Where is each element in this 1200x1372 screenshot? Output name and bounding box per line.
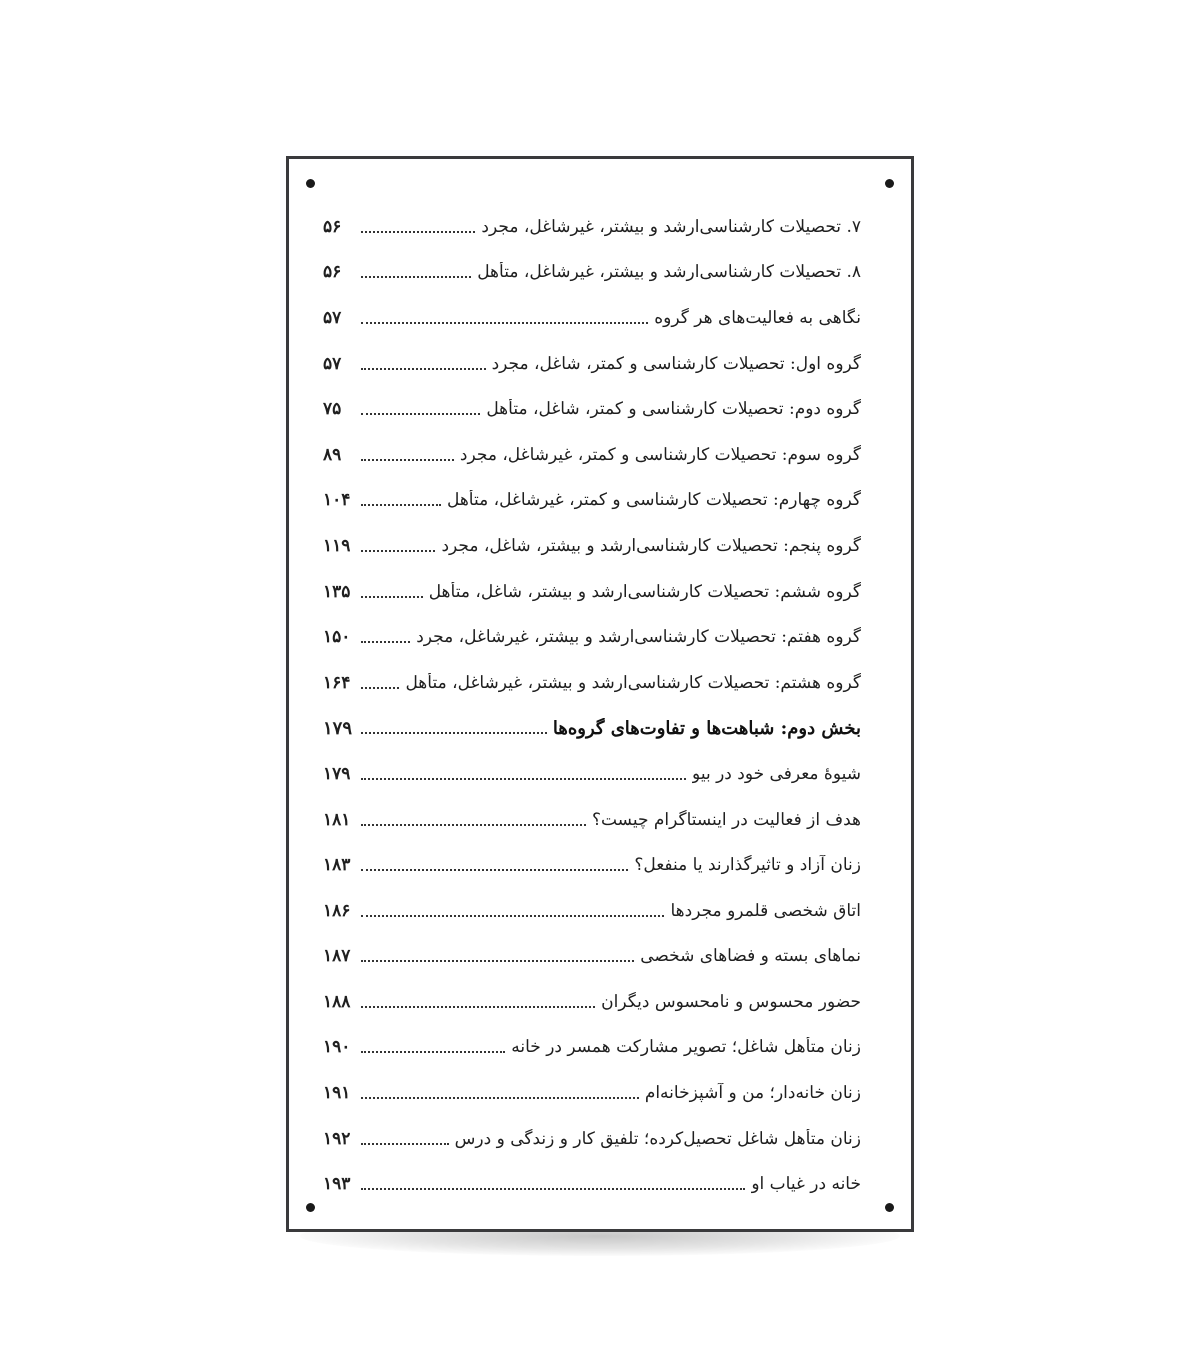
dot-leader	[361, 687, 399, 689]
toc-entry-page-number: ۱۹۲	[323, 1128, 351, 1149]
toc-entry-page-number: ۵۷	[323, 307, 342, 328]
toc-entry-page-number: ۱۶۴	[323, 672, 351, 693]
toc-entry	[323, 204, 861, 250]
toc-entry	[323, 295, 861, 341]
dot-leader	[361, 1051, 505, 1053]
toc-section-heading	[323, 706, 861, 752]
toc-entry-title: گروه چهارم: تحصیلات کارشناسی و کمتر، غیرشاغل، متأهل	[446, 490, 861, 511]
toc-entry-page-number: ۱۸۶	[323, 900, 351, 921]
table-of-contents	[323, 204, 861, 1207]
toc-entry-page-number: ۱۸۸	[323, 991, 351, 1012]
dot-leader	[361, 550, 435, 552]
corner-dot-bottom-left	[306, 1203, 315, 1212]
toc-entry	[323, 614, 861, 660]
toc-entry-page-number: ۵۷	[323, 353, 342, 374]
toc-entry-title: شیوۀ معرفی خود در بیو	[692, 763, 861, 784]
toc-entry-page-number: ۱۰۴	[323, 490, 351, 511]
dot-leader	[361, 1006, 595, 1008]
toc-entry-title: خانه در غیاب او	[751, 1174, 861, 1195]
toc-entry-page-number: ۵۶	[323, 216, 342, 237]
toc-entry-title: گروه پنجم: تحصیلات کارشناسی‌ارشد و بیشتر، شاغل، مجرد	[441, 535, 861, 556]
dot-leader	[361, 641, 410, 643]
toc-entry-title: گروه اول: تحصیلات کارشناسی و کمتر، شاغل، مجرد	[491, 353, 861, 374]
dot-leader	[361, 276, 471, 278]
toc-entry	[323, 341, 861, 387]
toc-entry-title: گروه هفتم: تحصیلات کارشناسی‌ارشد و بیشتر، غیرشاغل، مجرد	[416, 627, 861, 648]
toc-entry-title: گروه سوم: تحصیلات کارشناسی و کمتر، غیرشاغل، مجرد	[459, 444, 861, 465]
toc-entry-title: زنان متأهل شاغل تحصیل‌کرده؛ تلفیق کار و زندگی و درس	[454, 1128, 861, 1149]
dot-leader	[361, 459, 454, 461]
toc-entry-title: نماهای بسته و فضاهای شخصی	[640, 946, 861, 967]
toc-entry-page-number: ۸۹	[323, 444, 342, 465]
toc-entry-page-number: ۷۵	[323, 399, 342, 420]
toc-entry	[323, 751, 861, 797]
dot-leader	[361, 1188, 745, 1190]
toc-entry	[323, 523, 861, 569]
dot-leader	[361, 231, 475, 233]
dot-leader	[361, 869, 628, 871]
toc-entry-page-number: ۱۹۰	[323, 1037, 351, 1058]
dot-leader	[361, 915, 664, 917]
toc-entry-page-number: ۱۱۹	[323, 535, 351, 556]
toc-entry-page-number: ۱۳۵	[323, 581, 351, 602]
corner-dot-bottom-right	[885, 1203, 894, 1212]
toc-page	[286, 156, 914, 1232]
dot-leader	[361, 960, 634, 962]
toc-entry	[323, 797, 861, 843]
corner-dot-top-left	[306, 179, 315, 188]
toc-entry	[323, 432, 861, 478]
toc-entry	[323, 1116, 861, 1162]
toc-entry-title: زنان خانه‌دار؛ من و آشپزخانه‌ام	[644, 1083, 861, 1104]
toc-entry	[323, 1025, 861, 1071]
toc-entry	[323, 934, 861, 980]
dot-leader	[361, 596, 423, 598]
toc-entry	[323, 1161, 861, 1207]
dot-leader	[361, 824, 586, 826]
dot-leader	[361, 1097, 639, 1099]
dot-leader	[361, 322, 648, 324]
dot-leader	[361, 778, 686, 780]
toc-entry-title: اتاق شخصی قلمرو مجردها	[670, 900, 861, 921]
toc-entry-title: زنان آزاد و تاثیرگذارند یا منفعل؟	[634, 855, 861, 876]
toc-entry-page-number: ۵۶	[323, 262, 342, 283]
toc-entry-page-number: ۱۹۳	[323, 1174, 351, 1195]
toc-entry-title: ۸. تحصیلات کارشناسی‌ارشد و بیشتر، غیرشاغل، متأهل	[477, 262, 861, 283]
toc-entry-title: گروه هشتم: تحصیلات کارشناسی‌ارشد و بیشتر، غیرشاغل، متأهل	[405, 672, 861, 693]
toc-entry-title: زنان متأهل شاغل؛ تصویر مشارکت همسر در خانه	[511, 1037, 861, 1058]
toc-entry-title: هدف از فعالیت در اینستاگرام چیست؟	[591, 809, 861, 830]
dot-leader	[361, 732, 547, 734]
toc-entry-page-number: ۱۹۱	[323, 1083, 351, 1104]
toc-entry-title: گروه دوم: تحصیلات کارشناسی و کمتر، شاغل، متأهل	[486, 399, 861, 420]
toc-entry	[323, 569, 861, 615]
toc-entry-title: حضور محسوس و نامحسوس دیگران	[601, 991, 861, 1012]
toc-entry-page-number: ۱۸۳	[323, 855, 351, 876]
toc-entry-page-number: ۱۷۹	[323, 763, 351, 784]
toc-entry-title: بخش دوم: شباهت‌ها و تفاوت‌های گروه‌ها	[552, 717, 861, 739]
toc-entry-title: نگاهی به فعالیت‌های هر گروه	[654, 307, 861, 328]
toc-entry	[323, 250, 861, 296]
toc-entry-page-number: ۱۵۰	[323, 627, 351, 648]
toc-entry	[323, 979, 861, 1025]
corner-dot-top-right	[885, 179, 894, 188]
toc-entry	[323, 842, 861, 888]
toc-entry	[323, 888, 861, 934]
toc-entry	[323, 386, 861, 432]
toc-entry	[323, 1070, 861, 1116]
toc-entry	[323, 478, 861, 524]
toc-entry-page-number: ۱۸۱	[323, 809, 351, 830]
toc-entry-page-number: ۱۸۷	[323, 946, 351, 967]
toc-entry-title: گروه ششم: تحصیلات کارشناسی‌ارشد و بیشتر، شاغل، متأهل	[428, 581, 861, 602]
toc-entry-title: ۷. تحصیلات کارشناسی‌ارشد و بیشتر، غیرشاغل، مجرد	[481, 216, 861, 237]
toc-entry	[323, 660, 861, 706]
dot-leader	[361, 413, 480, 415]
toc-entry-page-number: ۱۷۹	[323, 717, 353, 739]
dot-leader	[361, 368, 486, 370]
dot-leader	[361, 1143, 449, 1145]
dot-leader	[361, 504, 441, 506]
